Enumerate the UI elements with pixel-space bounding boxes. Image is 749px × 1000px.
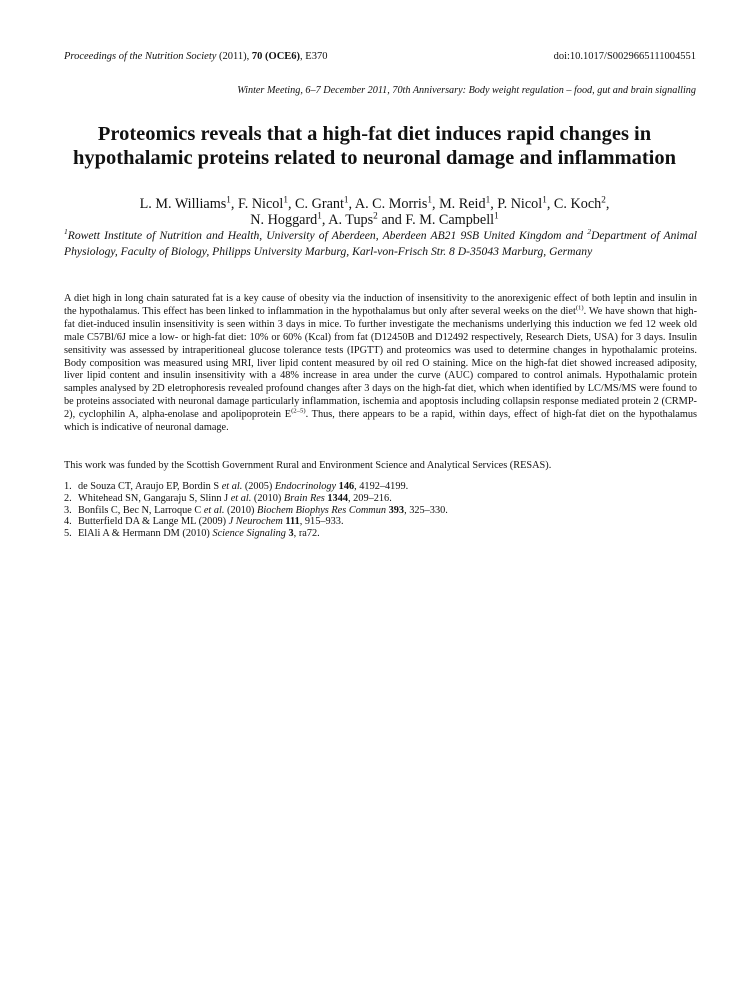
reference-item [64,516,697,528]
reference-etal: et al. [230,492,252,504]
reference-volume: 146 [336,481,355,492]
affiliation-1: Rowett Institute of Nutrition and Health, University of Aberdeen, Aberdeen AB21 9SB United Kingdom and [67,229,588,242]
reference-authors: de Souza CT, Araujo EP, Bordin S [78,481,222,492]
reference-text [78,528,320,540]
affil-mark: 1 [343,194,349,205]
journal-year: (2011), [219,51,250,62]
reference-authors: Whitehead SN, Gangaraju S, Slinn J [78,492,231,504]
author: , A. Tups [321,212,374,228]
reference-authors: Bonfils C, Bec N, Larroque C [78,504,204,516]
author: , P. Nicol [490,196,543,212]
author: , C. Koch [546,196,602,212]
reference-journal: J Neurochem [228,516,283,528]
author: , F. Nicol [230,196,284,212]
author-list [40,196,709,228]
affiliations [64,228,697,260]
reference-text [78,505,448,517]
reference-number: 5. [64,528,72,540]
affil-mark: 1 [226,194,231,205]
reference-authors: Butterfield DA & Lange ML [78,516,197,528]
reference-journal: Biochem Biophys Res Commun [257,504,387,516]
reference-text [78,493,392,505]
author-separator: , [605,196,610,212]
reference-volume: 111 [282,516,300,528]
meeting-line: Winter Meeting, 6–7 December 2011, 70th Anniversary: Body weight regulation – food, gut and brain signalling [237,85,696,96]
reference-etal: et al. [221,481,243,492]
author: and F. M. Campbell [377,212,495,228]
affil-mark: 2 [373,210,378,221]
affiliation-2: Department of Animal Physiology, Faculty of Biology, Philipps University Marburg, Karl-von-Frisch Str. 8 D-35043 Marburg, Germany [64,229,698,258]
reference-number: 3. [64,504,72,516]
journal-volume: 70 [251,51,263,62]
affil-mark: 1 [317,210,322,221]
affil-mark: 2 [601,194,606,205]
reference-number: 1. [64,481,72,492]
reference-item [64,493,697,505]
affil-mark: 1 [64,227,68,237]
paper-title [40,122,709,170]
reference-item [64,528,697,540]
author-line [40,212,709,228]
abstract-text: . We have shown that high-fat diet-induced insulin insensitivity is seen within 3 days in mice. To further investigate the mechanisms underlying this induction we fed 12 week old male C57Bl/6J mice a low- or high-fat diet: 10% or 60% (Kcal) from fat (D12450B and D12492 respectively, Research Diets, USA) for 3 days. Insulin sensitivity was assessed by intraperitioneal glucose tolerance tests (IPGTT) and proteomics was used to determine changes in hypothalamic proteins. Body composition was measured using MRI, liver lipid content measured by oil red O staining. Mice on the high-fat diet showed increased adiposity, liver lipid content and insulin insensitivity with a 48% increase in area under the curve (AUC) compared to control animals. Hypothalamic protein samples analysed by 2D eletrophoresis revealed profound changes after 3 days on the high-fat diet, which when identified by LC/MS/MS were found to be proteins associated with neuronal damage particularly inflammation, ischemia and apoptosis including collapsin response mediated protein 2 (CRMP-2), cyclophilin A, alpha-enolase and apolipoprotein E [64,305,697,421]
journal-issue: (OCE6) [265,51,301,62]
citation-ref[interactable]: (2–5) [291,407,306,415]
affil-mark: 1 [542,194,547,205]
title-line: Proteomics reveals that a high-fat diet induces rapid changes in [97,123,652,145]
reference-journal: Science Signaling [212,528,286,540]
article-number: , E370 [300,51,328,62]
reference-year: (2005) [242,481,275,492]
reference-volume: 3 [285,528,294,540]
affil-mark: 2 [587,227,591,237]
citation-ref[interactable]: (1) [575,304,584,312]
reference-journal: Endocrinology [274,481,337,492]
reference-pages: , 325–330. [404,504,448,516]
reference-pages: , 4192–4199. [354,481,409,492]
reference-pages: , 209–216. [348,492,392,504]
reference-etal: et al. [203,504,225,516]
title-line: hypothalamic proteins related to neuronal damage and inflammation [72,147,677,169]
abstract-body [64,293,697,435]
running-header [64,51,696,62]
reference-list [64,481,697,540]
author: L. M. Williams [139,196,227,212]
abstract-text: . Thus, there appears to be a rapid, within days, effect of high-fat diet on the hypothalamus which is indicative of neuronal damage. [64,409,697,434]
affil-mark: 1 [427,194,432,205]
reference-pages: , 915–933. [299,516,344,528]
affil-mark: 1 [494,210,499,221]
reference-number: 4. [64,516,72,528]
reference-pages: , ra72. [293,528,320,540]
doi[interactable]: doi:10.1017/S0029665111004551 [553,51,696,62]
reference-number: 2. [64,492,72,504]
journal-name: Proceedings of the Nutrition Society [64,51,217,62]
author: N. Hoggard [250,212,318,228]
abstract-text: A diet high in long chain saturated fat is a key cause of obesity via the induction of insensitivity to the anorexigenic effect of both leptin and insulin in the hypothalamus. This effect has been linked to inflammation in the hypothalamus but only after several weeks on the diet [64,293,697,317]
author: , A. C. Morris [348,196,428,212]
reference-item [64,505,697,517]
reference-item [64,481,697,493]
reference-text [78,516,344,528]
reference-year: (2010) [179,528,213,540]
journal-citation [64,51,327,62]
reference-volume: 393 [386,504,405,516]
reference-journal: Brain Res [283,492,325,504]
reference-year: (2009) [196,516,229,528]
affil-mark: 1 [283,194,288,205]
reference-year: (2010) [251,492,284,504]
author: , M. Reid [431,196,486,212]
reference-text [78,481,408,493]
author: , C. Grant [287,196,344,212]
reference-volume: 1344 [324,492,348,504]
reference-year: (2010) [224,504,258,516]
funding-statement: This work was funded by the Scottish Government Rural and Environment Science and Analytical Services (RESAS). [64,460,552,471]
affil-mark: 1 [485,194,491,205]
reference-authors: ElAli A & Hermann DM [78,528,180,540]
